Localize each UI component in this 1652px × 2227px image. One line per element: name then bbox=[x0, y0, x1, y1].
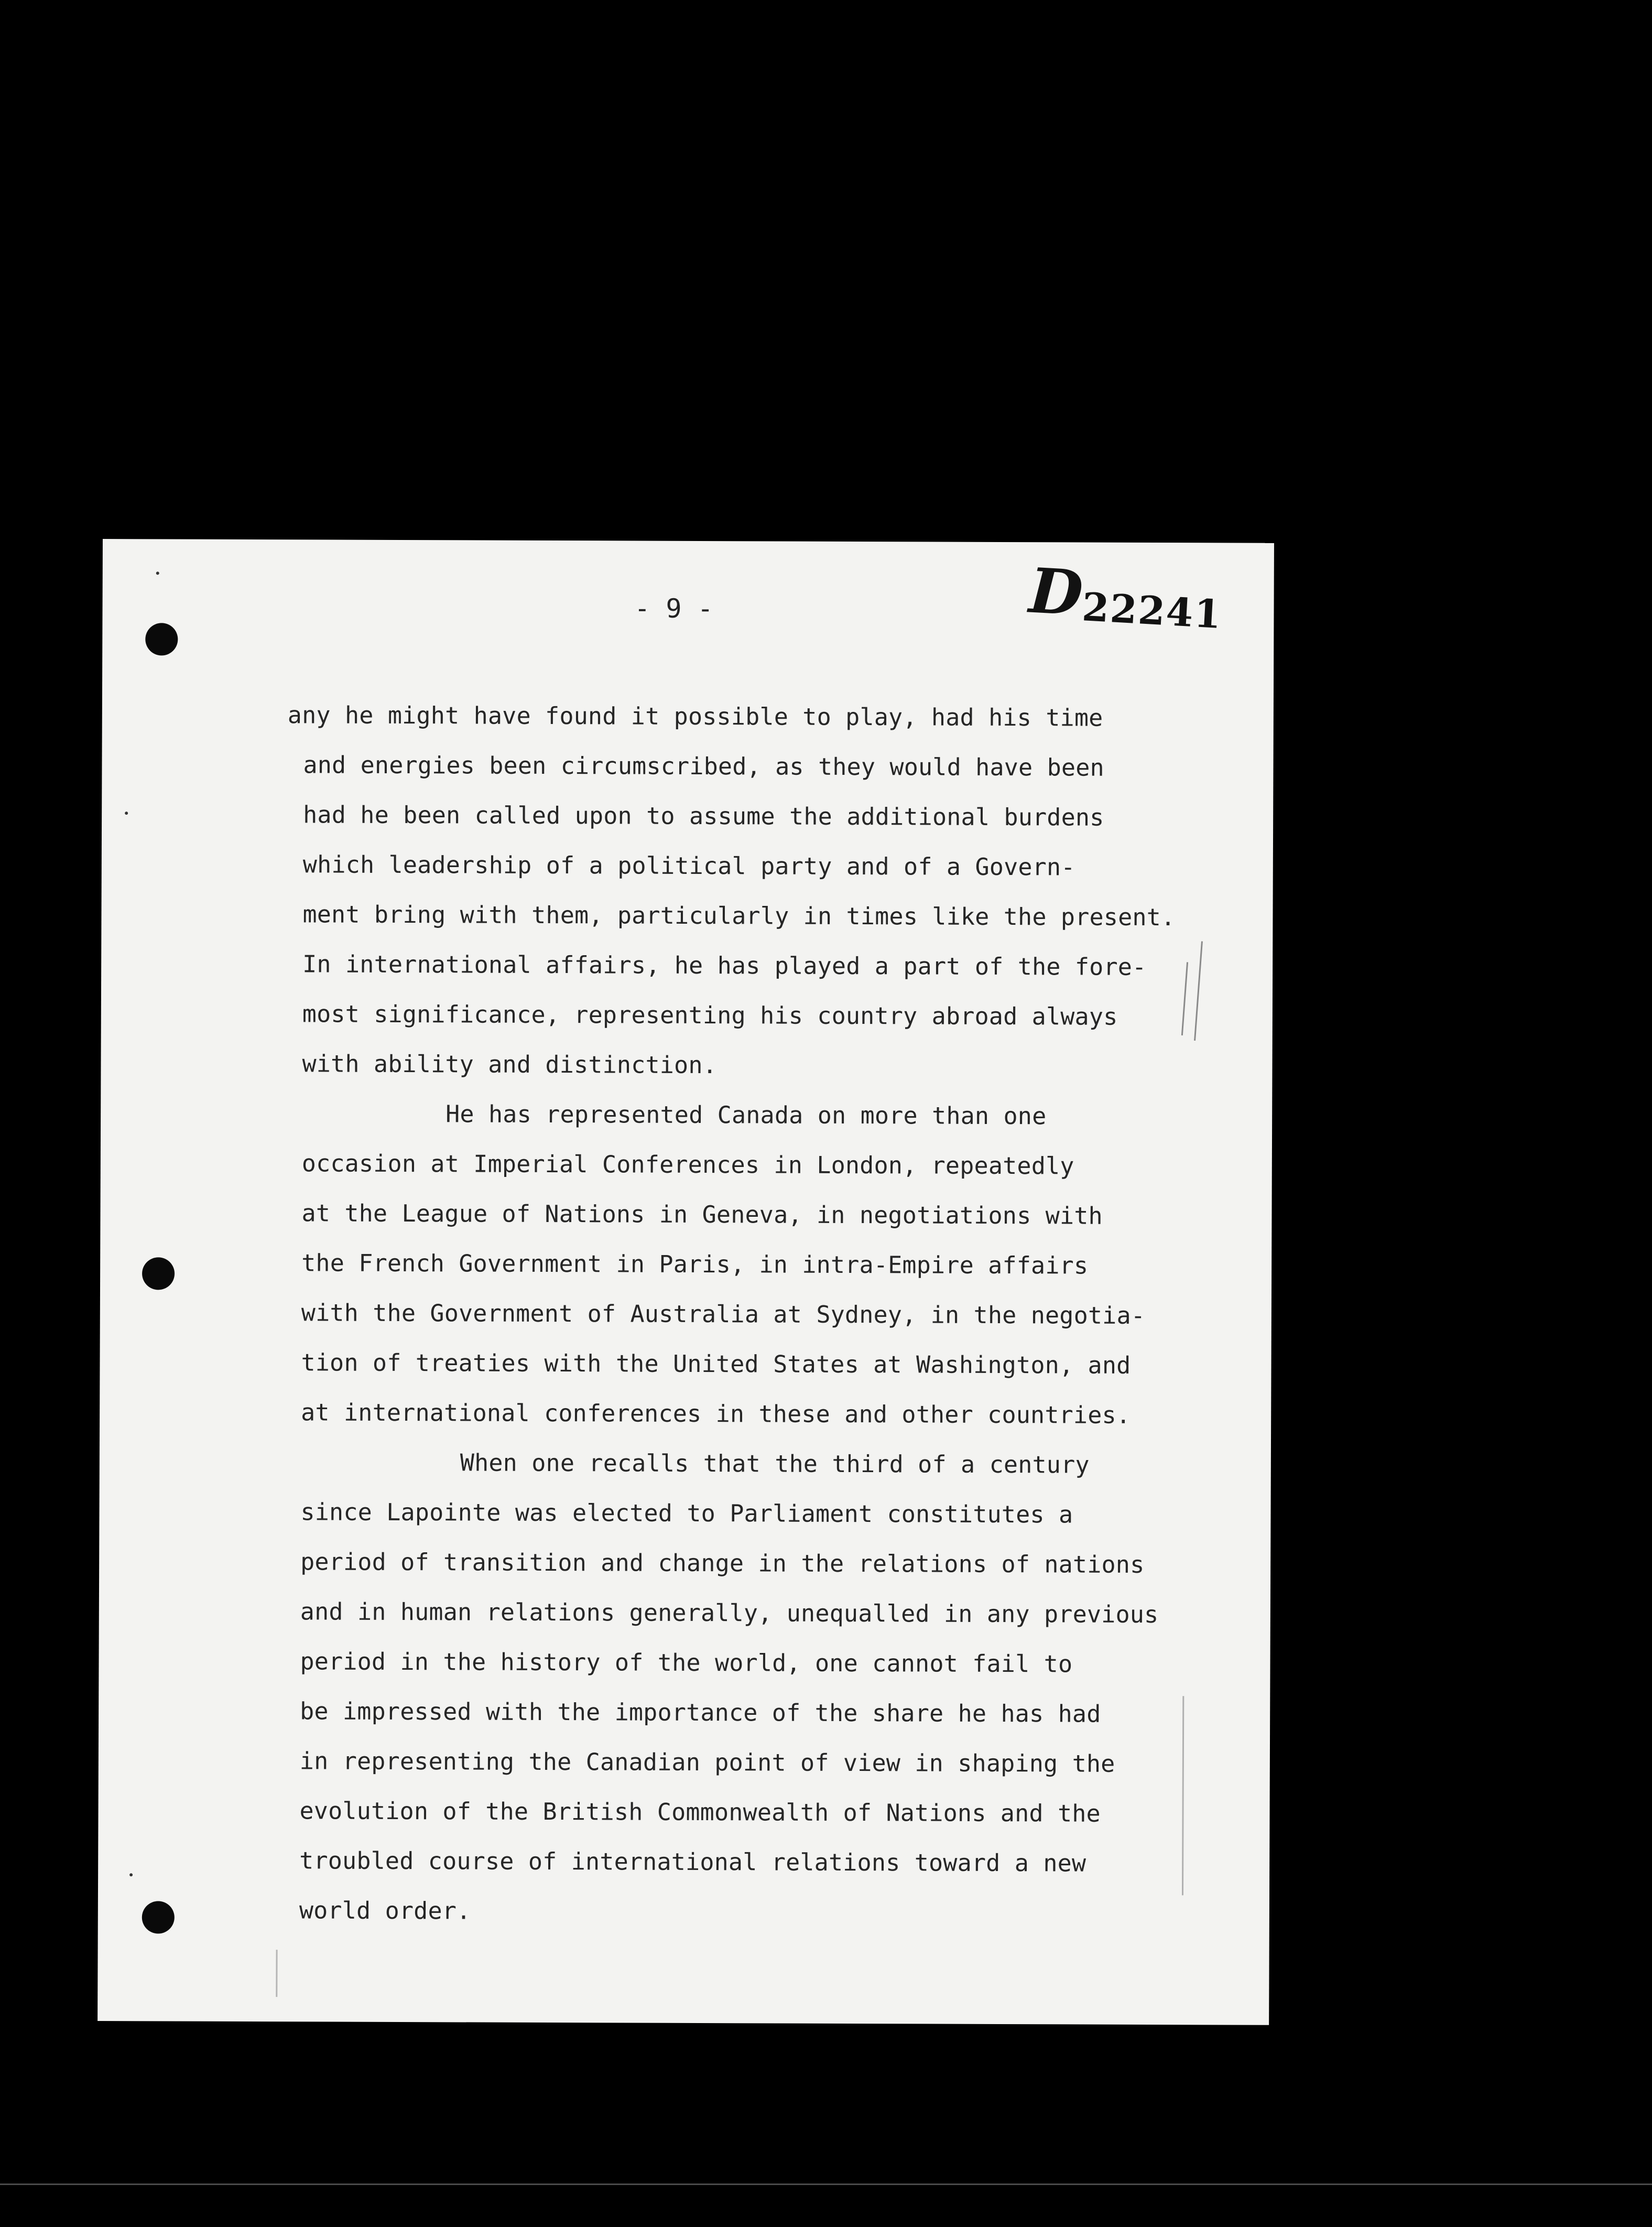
text-line: evolution of the British Commonwealth of Nations and the bbox=[299, 1797, 1101, 1828]
text-line: troubled course of international relations toward a new bbox=[299, 1846, 1086, 1877]
page-number: - 9 - bbox=[634, 593, 713, 624]
text-line: occasion at Imperial Conferences in London, repeatedly bbox=[301, 1149, 1074, 1180]
text-line: period in the history of the world, one cannot fail to bbox=[300, 1647, 1073, 1678]
text-line: tion of treaties with the United States at Washington, and bbox=[301, 1348, 1131, 1379]
text-line: and in human relations generally, unequalled in any previous bbox=[300, 1597, 1159, 1629]
document-page bbox=[97, 539, 1274, 2025]
text-line: with the Government of Australia at Sydney, in the negotia- bbox=[301, 1299, 1146, 1329]
text-line: He has represented Canada on more than one bbox=[445, 1100, 1047, 1130]
text-line: which leadership of a political party and of a Govern- bbox=[302, 850, 1075, 881]
text-line: and energies been circumscribed, as they would have been bbox=[303, 751, 1104, 782]
text-line: with ability and distinction. bbox=[302, 1050, 718, 1079]
text-line: In international affairs, he has played a part of the fore- bbox=[302, 950, 1147, 981]
body-text bbox=[97, 539, 1274, 2025]
text-line: had he been called upon to assume the additional burdens bbox=[303, 801, 1104, 831]
text-line: world order. bbox=[299, 1896, 471, 1925]
scan-edge-line bbox=[0, 2183, 1652, 2185]
text-line: any he might have found it possible to play, had his time bbox=[287, 701, 1103, 732]
text-line: at the League of Nations in Geneva, in negotiations with bbox=[301, 1199, 1103, 1230]
text-line: at international conferences in these and other countries. bbox=[301, 1398, 1131, 1429]
text-line: since Lapointe was elected to Parliament constitutes a bbox=[300, 1498, 1073, 1529]
text-line: in representing the Canadian point of view in shaping the bbox=[299, 1747, 1115, 1778]
text-line: most significance, representing his country abroad always bbox=[302, 1000, 1118, 1031]
text-line: When one recalls that the third of a century bbox=[460, 1448, 1090, 1479]
stamp-number: 22241 bbox=[1081, 585, 1224, 638]
text-line: be impressed with the importance of the share he has had bbox=[300, 1697, 1101, 1728]
text-line: the French Government in Paris, in intra-Empire affairs bbox=[301, 1249, 1089, 1280]
text-line: period of transition and change in the relations of nations bbox=[300, 1548, 1145, 1579]
text-line: ment bring with them, particularly in times like the present. bbox=[302, 900, 1176, 932]
stamp-prefix: D bbox=[1027, 554, 1085, 630]
